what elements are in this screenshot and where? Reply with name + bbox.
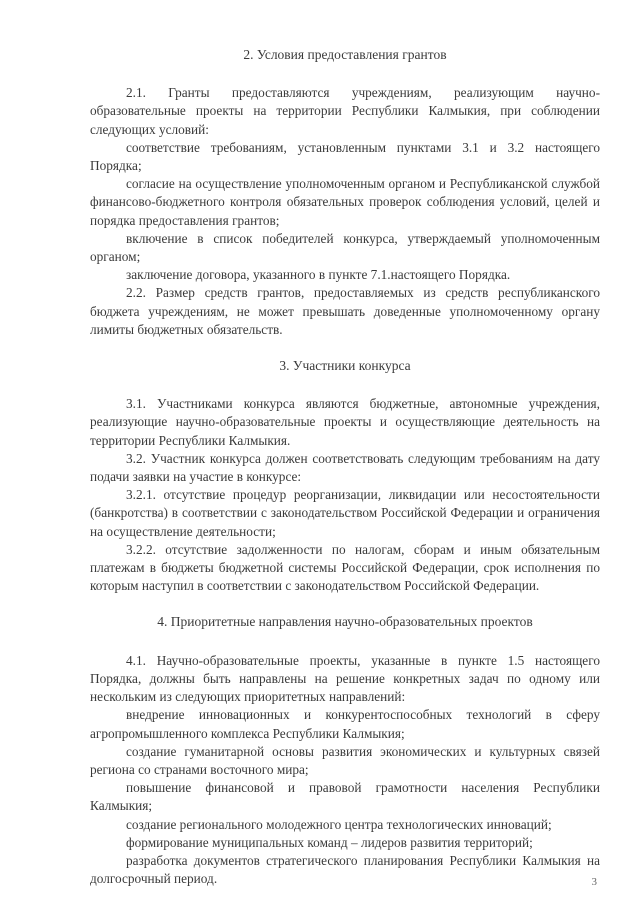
paragraph: 4.1. Научно-образовательные проекты, указанные в пункте 1.5 настоящего Порядка, должны быть направлены на решение конкретных задач по одному или нескольким из следующих приоритетных направлений: — [90, 652, 600, 705]
paragraph: 2.1. Гранты предоставляются учреждениям, реализующим научно-образовательные проекты на территории Республики Калмыкия, при соблюдении следующих условий: — [90, 85, 600, 137]
paragraph: создание регионального молодежного центра технологических инноваций; — [126, 816, 552, 832]
section-participants — [90, 357, 600, 595]
paragraph: разработка документов стратегического планирования Республики Калмыкия на долгосрочный период. — [90, 852, 600, 887]
paragraph: соответствие требованиям, установленным пунктами 3.1 и 3.2 настоящего Порядка; — [90, 139, 600, 174]
paragraph: 3.2. Участник конкурса должен соответствовать следующим требованиям на дату подачи заявки на участие в конкурсе: — [90, 450, 600, 485]
section-conditions — [90, 46, 600, 339]
section-heading: 2. Условия предоставления грантов — [243, 47, 447, 62]
page-number: 3 — [591, 875, 597, 888]
section-heading: 3. Участники конкурса — [279, 358, 411, 374]
section-heading: 4. Приоритетные направления научно-образовательных проектов — [157, 614, 533, 630]
paragraph: повышение финансовой и правовой грамотности населения Республики Калмыкия; — [90, 780, 600, 814]
paragraph: согласие на осуществление уполномоченным органом и Республиканской службой финансово-бюджетного контроля обязательных проверок соблюдения условий, целей и порядка предоставления грантов; — [90, 176, 600, 228]
paragraph: создание гуманитарной основы развития экономических и культурных связей региона со странами восточного мира; — [90, 743, 600, 777]
paragraph: формирование муниципальных команд – лидеров развития территорий; — [126, 834, 533, 850]
paragraph: 3.2.1. отсутствие процедур реорганизации, ликвидации или несостоятельности (банкротства) в соответствии с законодательством Российской Федерации и ограничения на осуществление деятельности; — [90, 487, 600, 539]
paragraph: включение в список победителей конкурса, утверждаемый уполномоченным органом; — [90, 230, 600, 265]
paragraph: заключение договора, указанного в пункте 7.1.настоящего Порядка. — [126, 267, 511, 283]
paragraph: 2.2. Размер средств грантов, предоставляемых из средств республиканского бюджета учреждениям, не может превышать доведенные уполномоченному органу лимиты бюджетных обязательств. — [90, 285, 600, 337]
paragraph: 3.2.2. отсутствие задолженности по налогам, сборам и иным обязательным платежам в бюджеты бюджетной системы Российской Федерации, срок исполнения по которым наступил в соответствии с законодательством Российской Федерации. — [90, 541, 600, 594]
paragraph: внедрение инновационных и конкурентоспособных технологий в сферу агропромышленного комплекса Республики Калмыкия; — [90, 707, 600, 741]
paragraph: 3.1. Участниками конкурса являются бюджетные, автономные учреждения, реализующие научно-образовательные проекты и осуществляющие деятельность на территории Республики Калмыкия. — [90, 396, 600, 448]
section-priorities — [90, 613, 600, 888]
